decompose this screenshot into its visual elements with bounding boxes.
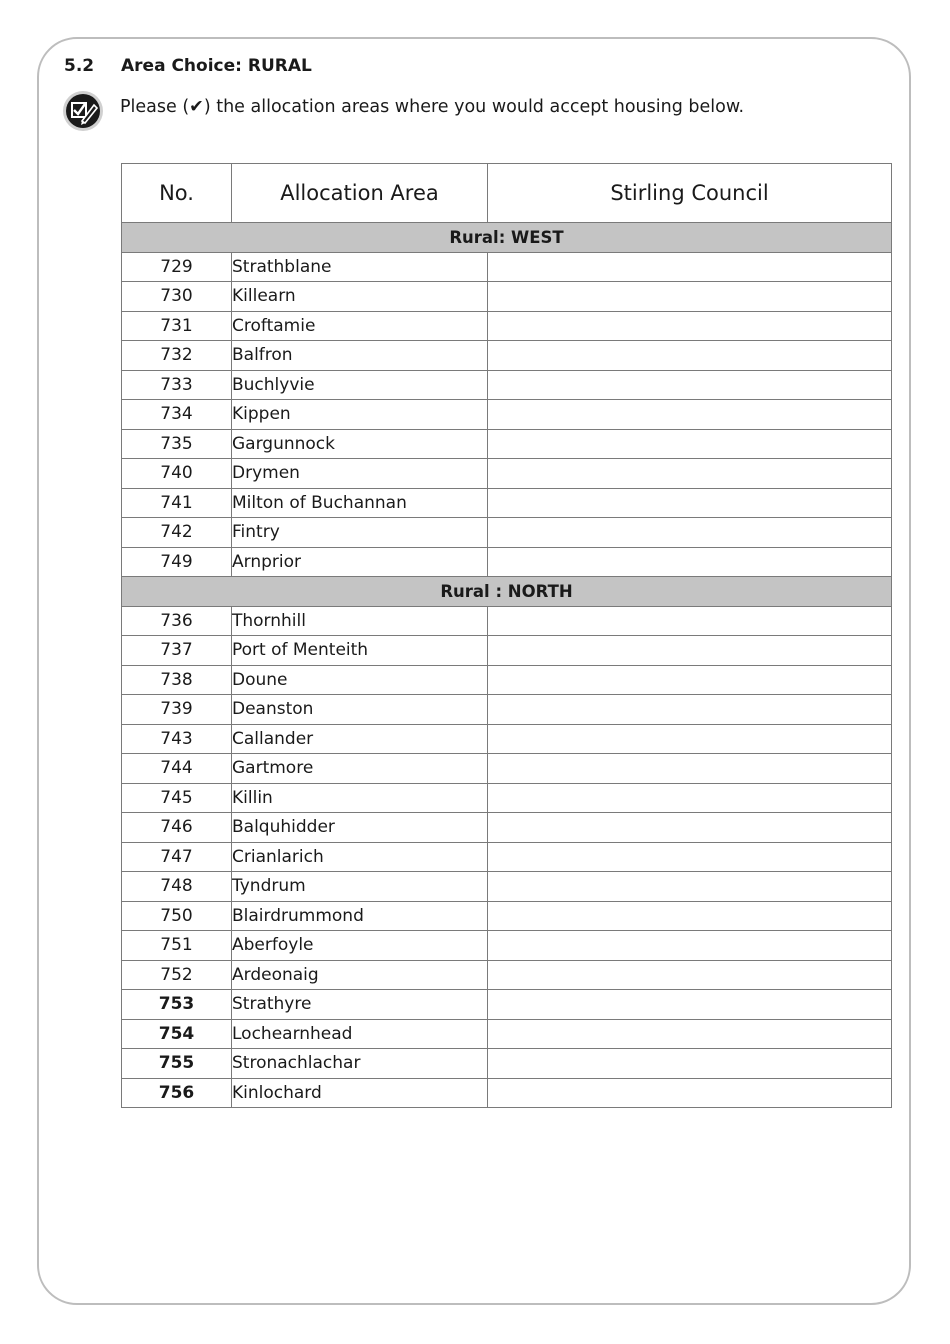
- table-row: [122, 341, 892, 371]
- area-number: 745: [122, 783, 232, 813]
- area-name: Fintry: [232, 518, 488, 548]
- table-row: [122, 518, 892, 548]
- area-number: 733: [122, 370, 232, 400]
- area-name: Port of Menteith: [232, 636, 488, 666]
- area-number: 735: [122, 429, 232, 459]
- table-row: [122, 754, 892, 784]
- area-name: Doune: [232, 665, 488, 695]
- group-header-row: [122, 223, 892, 253]
- stirling-council-tick-cell[interactable]: [488, 282, 892, 312]
- area-name: Stronachlachar: [232, 1049, 488, 1079]
- stirling-council-tick-cell[interactable]: [488, 695, 892, 725]
- area-number: 747: [122, 842, 232, 872]
- stirling-council-tick-cell[interactable]: [488, 665, 892, 695]
- area-name: Blairdrummond: [232, 901, 488, 931]
- area-name: Killin: [232, 783, 488, 813]
- area-number: 731: [122, 311, 232, 341]
- area-number: 739: [122, 695, 232, 725]
- area-number: 737: [122, 636, 232, 666]
- stirling-council-tick-cell[interactable]: [488, 606, 892, 636]
- header-stirling-council: Stirling Council: [488, 164, 892, 223]
- table-row: [122, 311, 892, 341]
- table-row: [122, 665, 892, 695]
- stirling-council-tick-cell[interactable]: [488, 1049, 892, 1079]
- area-name: Drymen: [232, 459, 488, 489]
- stirling-council-tick-cell[interactable]: [488, 754, 892, 784]
- table-row: [122, 400, 892, 430]
- area-name: Deanston: [232, 695, 488, 725]
- section-title: Area Choice: RURAL: [121, 56, 312, 76]
- table-row: [122, 695, 892, 725]
- stirling-council-tick-cell[interactable]: [488, 990, 892, 1020]
- area-number: 729: [122, 252, 232, 282]
- area-number: 752: [122, 960, 232, 990]
- area-number: 742: [122, 518, 232, 548]
- stirling-council-tick-cell[interactable]: [488, 400, 892, 430]
- stirling-council-tick-cell[interactable]: [488, 459, 892, 489]
- table-row: [122, 606, 892, 636]
- table-row: [122, 1049, 892, 1079]
- stirling-council-tick-cell[interactable]: [488, 931, 892, 961]
- stirling-council-tick-cell[interactable]: [488, 1019, 892, 1049]
- area-number: 746: [122, 813, 232, 843]
- area-name: Balfron: [232, 341, 488, 371]
- area-number: 756: [122, 1078, 232, 1108]
- area-name: Kippen: [232, 400, 488, 430]
- table-row: [122, 872, 892, 902]
- table-row: [122, 636, 892, 666]
- stirling-council-tick-cell[interactable]: [488, 488, 892, 518]
- instruction-text: Please (✔) the allocation areas where you would accept housing below.: [120, 97, 745, 117]
- group-label: Rural: WEST: [122, 223, 892, 253]
- stirling-council-tick-cell[interactable]: [488, 429, 892, 459]
- area-number: 732: [122, 341, 232, 371]
- table-row: [122, 488, 892, 518]
- stirling-council-tick-cell[interactable]: [488, 724, 892, 754]
- area-name: Strathyre: [232, 990, 488, 1020]
- area-name: Arnprior: [232, 547, 488, 577]
- stirling-council-tick-cell[interactable]: [488, 341, 892, 371]
- group-label: Rural : NORTH: [122, 577, 892, 607]
- area-number: 751: [122, 931, 232, 961]
- area-number: 738: [122, 665, 232, 695]
- stirling-council-tick-cell[interactable]: [488, 813, 892, 843]
- table-row: [122, 370, 892, 400]
- area-name: Killearn: [232, 282, 488, 312]
- table-body: [122, 223, 892, 1108]
- stirling-council-tick-cell[interactable]: [488, 842, 892, 872]
- area-number: 736: [122, 606, 232, 636]
- stirling-council-tick-cell[interactable]: [488, 872, 892, 902]
- area-number: 743: [122, 724, 232, 754]
- area-name: Strathblane: [232, 252, 488, 282]
- header-allocation-area: Allocation Area: [232, 164, 488, 223]
- header-no: No.: [122, 164, 232, 223]
- stirling-council-tick-cell[interactable]: [488, 1078, 892, 1108]
- area-name: Crianlarich: [232, 842, 488, 872]
- area-number: 754: [122, 1019, 232, 1049]
- group-header-row: [122, 577, 892, 607]
- table-row: [122, 813, 892, 843]
- table-row: [122, 1078, 892, 1108]
- table-row: [122, 252, 892, 282]
- stirling-council-tick-cell[interactable]: [488, 901, 892, 931]
- area-number: 753: [122, 990, 232, 1020]
- stirling-council-tick-cell[interactable]: [488, 518, 892, 548]
- area-name: Kinlochard: [232, 1078, 488, 1108]
- area-number: 748: [122, 872, 232, 902]
- section-number: 5.2: [64, 56, 95, 76]
- stirling-council-tick-cell[interactable]: [488, 636, 892, 666]
- area-name: Milton of Buchannan: [232, 488, 488, 518]
- area-number: 740: [122, 459, 232, 489]
- table-header-row: [122, 164, 892, 223]
- table-row: [122, 547, 892, 577]
- stirling-council-tick-cell[interactable]: [488, 960, 892, 990]
- section-heading: [64, 56, 312, 76]
- area-name: Callander: [232, 724, 488, 754]
- area-number: 755: [122, 1049, 232, 1079]
- area-number: 741: [122, 488, 232, 518]
- checkbox-pencil-icon: [62, 90, 104, 132]
- stirling-council-tick-cell[interactable]: [488, 547, 892, 577]
- table-row: [122, 1019, 892, 1049]
- table-row: [122, 901, 892, 931]
- area-name: Lochearnhead: [232, 1019, 488, 1049]
- table-row: [122, 459, 892, 489]
- area-name: Aberfoyle: [232, 931, 488, 961]
- area-number: 750: [122, 901, 232, 931]
- area-number: 744: [122, 754, 232, 784]
- area-number: 730: [122, 282, 232, 312]
- stirling-council-tick-cell[interactable]: [488, 311, 892, 341]
- area-number: 734: [122, 400, 232, 430]
- area-name: Gartmore: [232, 754, 488, 784]
- table-row: [122, 990, 892, 1020]
- area-name: Gargunnock: [232, 429, 488, 459]
- table-row: [122, 783, 892, 813]
- stirling-council-tick-cell[interactable]: [488, 252, 892, 282]
- stirling-council-tick-cell[interactable]: [488, 783, 892, 813]
- table-row: [122, 429, 892, 459]
- area-name: Balquhidder: [232, 813, 488, 843]
- stirling-council-tick-cell[interactable]: [488, 370, 892, 400]
- table-row: [122, 282, 892, 312]
- allocation-table: [121, 163, 892, 1108]
- table-row: [122, 960, 892, 990]
- area-name: Buchlyvie: [232, 370, 488, 400]
- table-row: [122, 931, 892, 961]
- table-row: [122, 842, 892, 872]
- area-name: Ardeonaig: [232, 960, 488, 990]
- area-name: Thornhill: [232, 606, 488, 636]
- table-row: [122, 724, 892, 754]
- area-number: 749: [122, 547, 232, 577]
- area-name: Tyndrum: [232, 872, 488, 902]
- area-name: Croftamie: [232, 311, 488, 341]
